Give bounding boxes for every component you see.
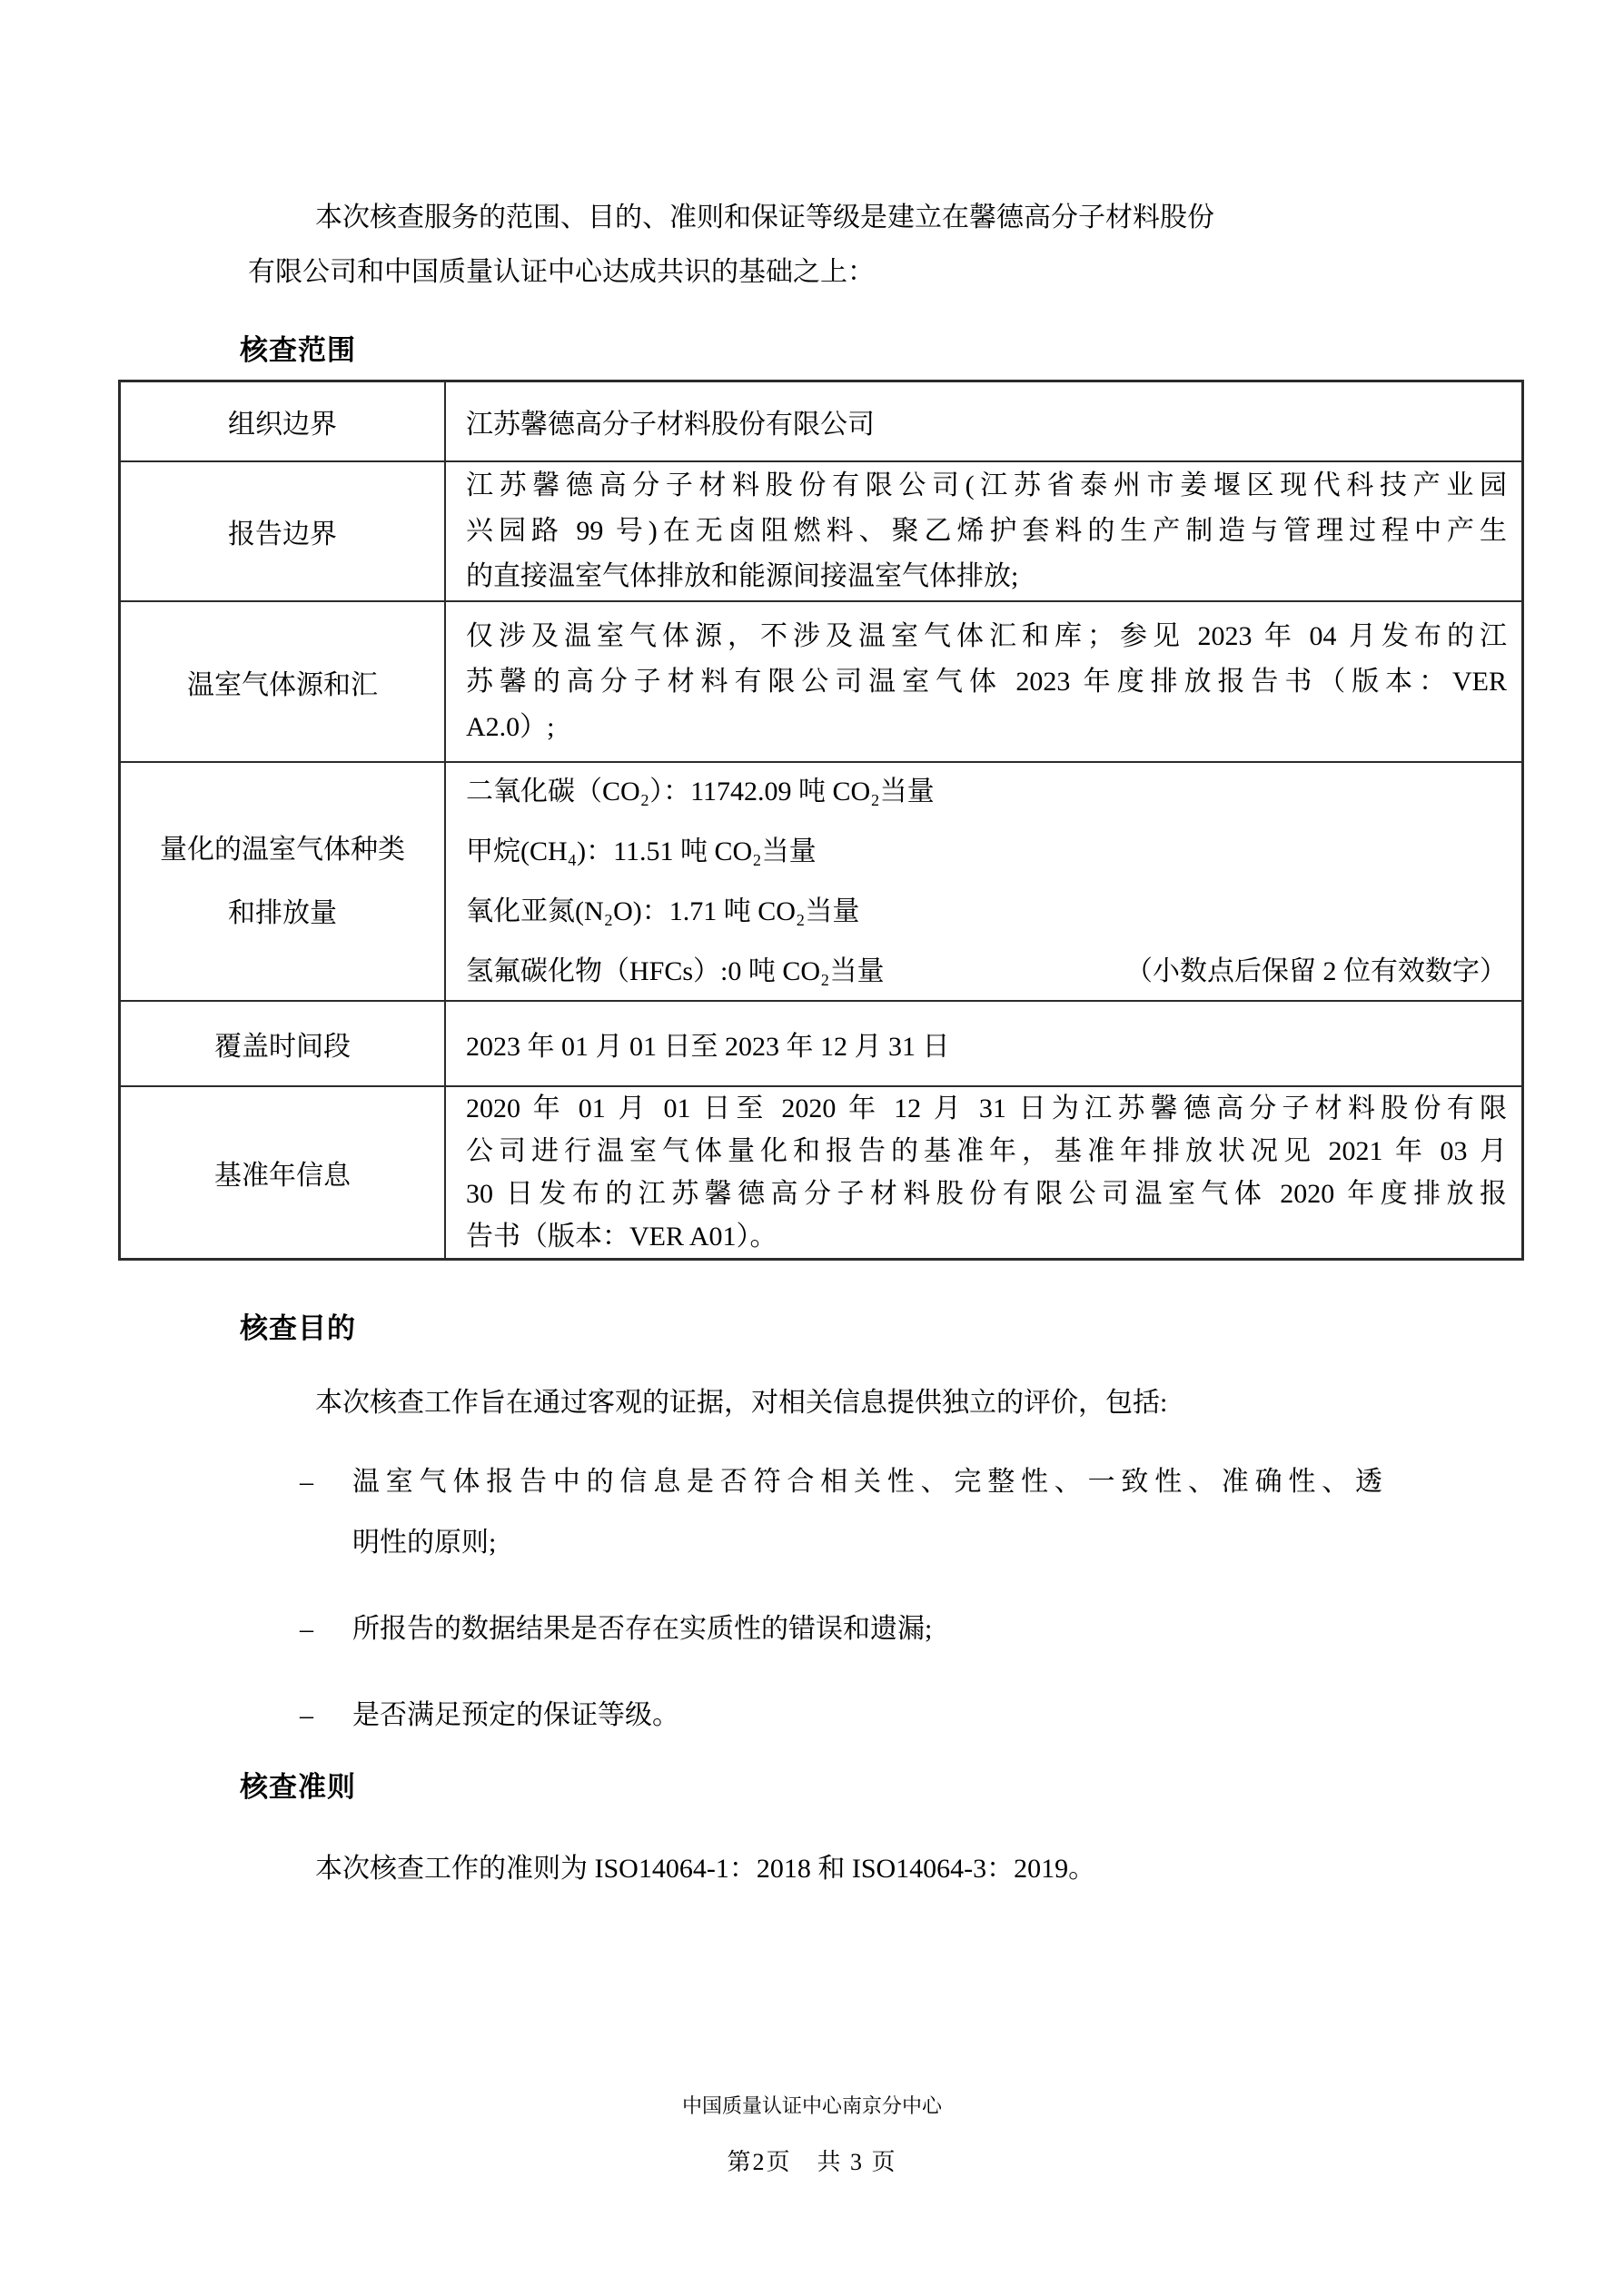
row-content xyxy=(446,763,1521,1000)
row-label-text: 组织边界 xyxy=(228,410,337,440)
row-label xyxy=(121,763,446,1000)
cell-line: 二氧化碳（CO₂）：11742.09 吨 CO₂当量 xyxy=(466,776,935,807)
intro-line-1: 本次核查服务的范围、目的、准则和保证等级是建立在馨德高分子材料股份 xyxy=(315,203,1214,233)
cell-line: A2.0）; xyxy=(466,711,555,742)
row-content xyxy=(446,462,1521,600)
row-label xyxy=(121,602,446,761)
footer-organization: 中国质量认证中心南京分中心 xyxy=(681,2094,942,2117)
footer-page-number: 第2页 共 3 页 xyxy=(727,2149,897,2175)
row-label-text: 报告边界 xyxy=(228,520,337,549)
bullet-line: 明性的原则; xyxy=(352,1528,497,1558)
row-content xyxy=(446,382,1521,460)
cell-line: 仅涉及温室气体源，不涉及温室气体汇和库；参见 2023 年 04 月发布的江 xyxy=(466,620,1507,651)
bullet-line: 所报告的数据结果是否存在实质性的错误和遗漏; xyxy=(352,1614,933,1644)
bullet-line: 是否满足预定的保证等级。 xyxy=(352,1700,679,1730)
cell-line: 2020 年 01 月 01 日至 2020 年 12 月 31 日为江苏馨德高分子材料股份有限 xyxy=(466,1094,1507,1123)
scope-heading: 核查范围 xyxy=(240,334,356,366)
bullet-line: 温室气体报告中的信息是否符合相关性、完整性、一致性、准确性、透 xyxy=(352,1467,1382,1497)
cell-line: 甲烷(CH₄)：11.51 吨 CO₂当量 xyxy=(466,836,817,866)
cell-line: 兴园路 99 号)在无卤阻燃料、聚乙烯护套料的生产制造与管理过程中产生 xyxy=(466,516,1507,546)
table-row xyxy=(121,382,1521,460)
row-label xyxy=(121,1087,446,1258)
purpose-intro: 本次核查工作旨在通过客观的证据，对相关信息提供独立的评价，包括: xyxy=(315,1388,1168,1418)
scope-table xyxy=(118,380,1524,1261)
intro-paragraph xyxy=(248,191,1311,300)
purpose-heading: 核查目的 xyxy=(240,1312,356,1344)
bullet-text xyxy=(352,1685,1382,1746)
row-label-text: 温室气体源和汇 xyxy=(187,669,378,700)
bullet-text xyxy=(352,1598,1382,1659)
row-content xyxy=(446,602,1521,761)
bullet-dash: – xyxy=(300,1700,313,1730)
cell-line: 30 日发布的江苏馨德高分子材料股份有限公司温室气体 2020 年度排放报 xyxy=(466,1179,1507,1209)
hfc-note: （小数点后保留 2 位有效数字） xyxy=(1125,955,1507,986)
bullet-dash: – xyxy=(300,1614,313,1644)
bullet-text xyxy=(352,1451,1382,1573)
row-label-text: 量化的温室气体种类 xyxy=(160,834,405,865)
cell-line xyxy=(466,942,1507,1002)
hfc-value: 氢氟碳化物（HFCs）:0 吨 CO₂当量 xyxy=(466,955,885,986)
row-label-text: 覆盖时间段 xyxy=(214,1032,351,1062)
cell-line: 的直接温室气体排放和能源间接温室气体排放; xyxy=(466,561,1019,591)
cell-line: 告书（版本：VER A01）。 xyxy=(466,1222,777,1252)
bullet-dash: – xyxy=(300,1467,313,1497)
row-label xyxy=(121,462,446,600)
row-content xyxy=(446,1087,1521,1258)
table-row xyxy=(121,1000,1521,1085)
cell-line: 江苏馨德高分子材料股份有限公司 xyxy=(466,410,875,440)
row-label xyxy=(121,1002,446,1085)
cell-line: 氧化亚氮(N₂O)：1.71 吨 CO₂当量 xyxy=(466,896,860,926)
intro-line-2: 有限公司和中国质量认证中心达成共识的基础之上： xyxy=(248,257,875,287)
table-row xyxy=(121,1085,1521,1258)
table-row xyxy=(121,460,1521,600)
cell-line: 公司进行温室气体量化和报告的基准年，基准年排放状况见 2021 年 03 月 xyxy=(466,1136,1507,1166)
list-item xyxy=(300,1451,1382,1573)
cell-line: 苏馨的高分子材料有限公司温室气体 2023 年度排放报告书（版本：VER xyxy=(466,666,1507,697)
list-item xyxy=(300,1685,1382,1746)
cell-line: 2023 年 01 月 01 日至 2023 年 12 月 31 日 xyxy=(466,1032,950,1062)
criteria-heading: 核查准则 xyxy=(240,1771,356,1803)
row-content xyxy=(446,1002,1521,1085)
criteria-text: 本次核查工作的准则为 ISO14064-1：2018 和 ISO14064-3：2019。 xyxy=(315,1854,1096,1884)
row-label-text: 基准年信息 xyxy=(214,1161,351,1191)
row-label-text: 和排放量 xyxy=(228,897,337,928)
list-item xyxy=(300,1598,1382,1659)
table-row xyxy=(121,761,1521,1000)
row-label xyxy=(121,382,446,460)
purpose-bullet-list xyxy=(300,1451,1382,1771)
cell-line: 江苏馨德高分子材料股份有限公司(江苏省泰州市姜堰区现代科技产业园 xyxy=(466,470,1507,500)
table-row xyxy=(121,600,1521,761)
